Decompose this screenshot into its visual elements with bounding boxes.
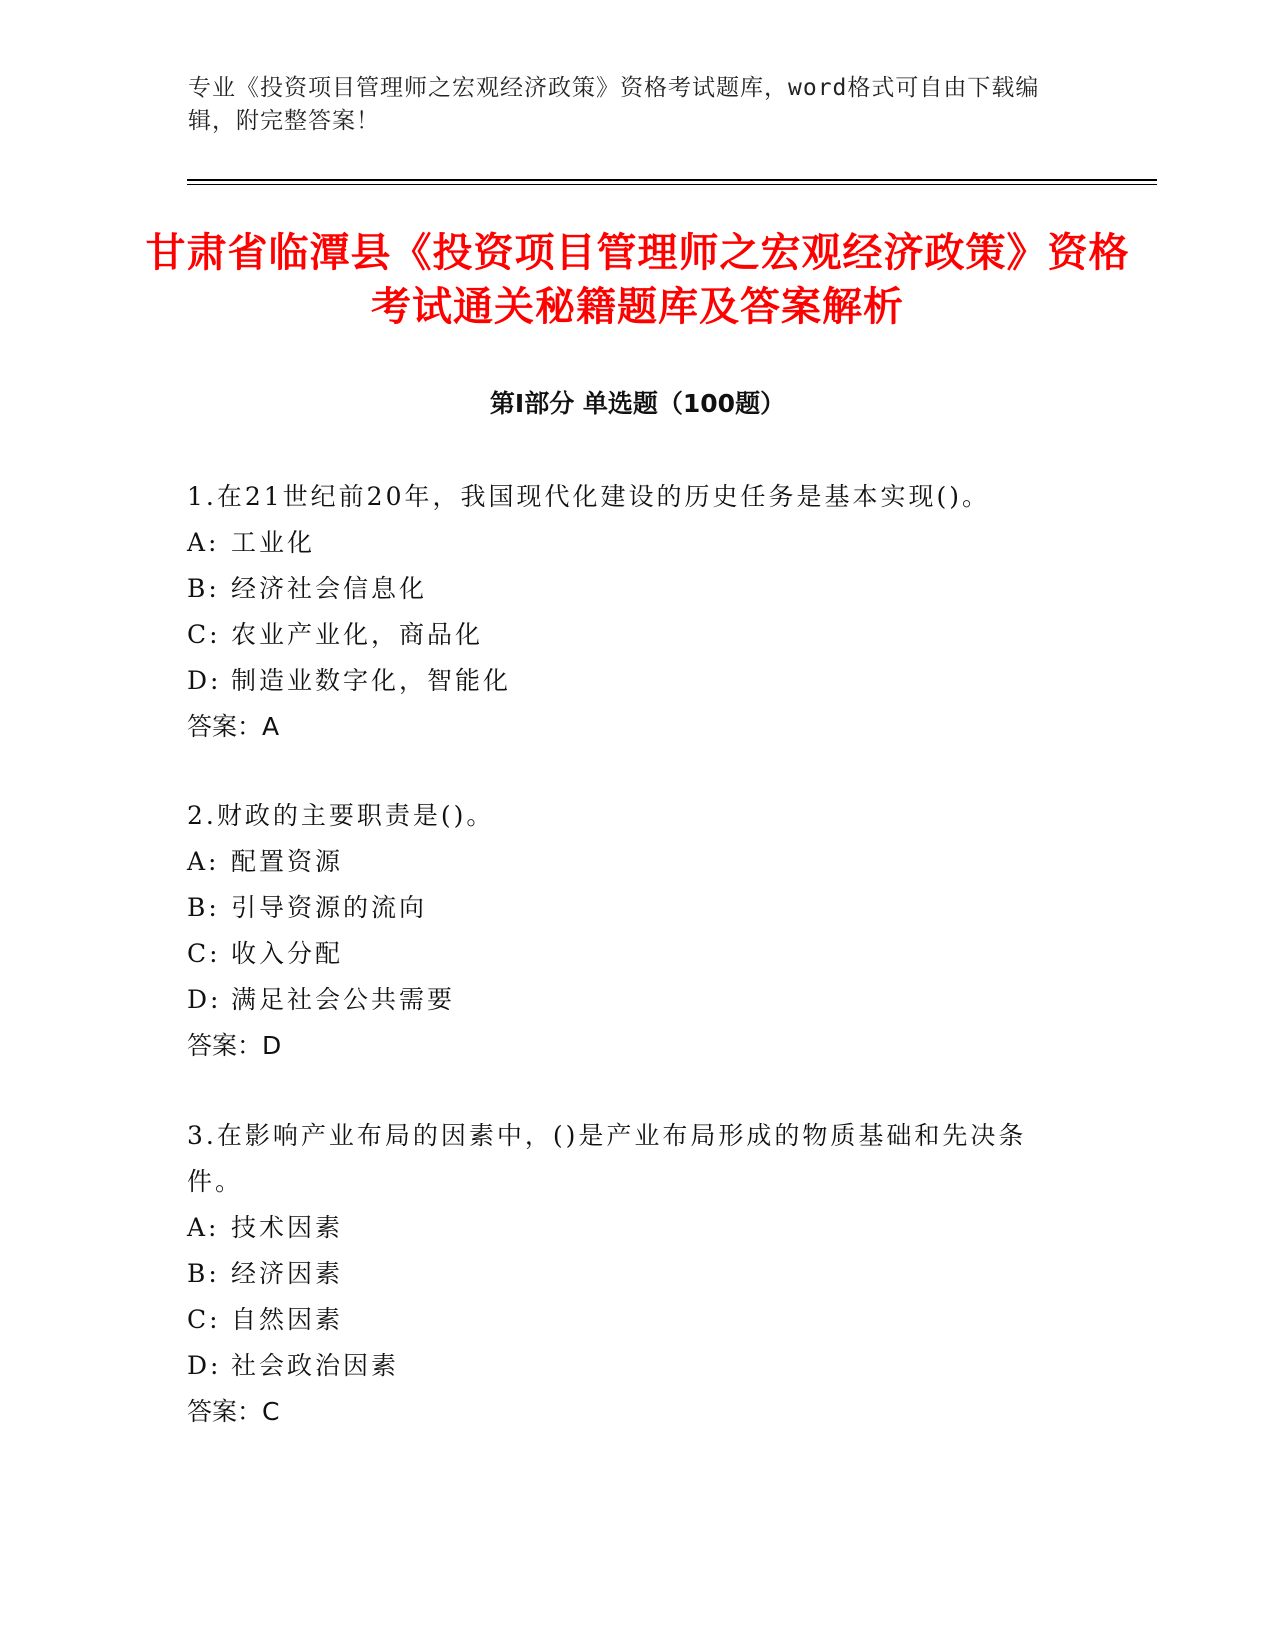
answer: 答案：A <box>187 712 280 741</box>
question-1 <box>187 474 1067 750</box>
option-text: 经济社会信息化 <box>231 574 428 603</box>
option-key: A: <box>187 1213 220 1242</box>
question-2 <box>187 793 1067 1069</box>
option-key: A: <box>187 847 220 876</box>
option-text: 满足社会公共需要 <box>231 985 456 1014</box>
option-c <box>187 931 1067 977</box>
option-b <box>187 885 1067 931</box>
question-text: 1.在21世纪前20年，我国现代化建设的历史任务是基本实现()。 <box>187 482 990 511</box>
option-key: D: <box>187 985 222 1014</box>
option-text: 制造业数字化，智能化 <box>231 666 512 695</box>
option-key: B: <box>187 1259 220 1288</box>
option-key: C: <box>187 620 221 649</box>
option-a <box>187 520 1067 566</box>
option-b <box>187 566 1067 612</box>
option-d <box>187 977 1067 1023</box>
option-text: 配置资源 <box>231 847 344 876</box>
header-divider-thin <box>187 184 1157 185</box>
option-text: 经济因素 <box>231 1259 344 1288</box>
option-c <box>187 612 1067 658</box>
option-a <box>187 1205 1067 1251</box>
option-d <box>187 658 1067 704</box>
header-note: 专业《投资项目管理师之宏观经济政策》资格考试题库，word格式可自由下载编辑，附完整答案！ <box>188 75 1040 134</box>
option-text: 收入分配 <box>231 939 344 968</box>
option-text: 农业产业化，商品化 <box>231 620 484 649</box>
question-text: 2.财政的主要职责是()。 <box>187 801 495 830</box>
option-a <box>187 839 1067 885</box>
answer: 答案：D <box>187 1031 282 1060</box>
option-key: C: <box>187 1305 221 1334</box>
option-text: 社会政治因素 <box>231 1351 400 1380</box>
question-3 <box>187 1113 1067 1435</box>
document-title: 甘肃省临潭县《投资项目管理师之宏观经济政策》资格考试通关秘籍题库及答案解析 <box>145 230 1130 330</box>
option-text: 技术因素 <box>231 1213 344 1242</box>
question-text: 3.在影响产业布局的因素中，()是产业布局形成的物质基础和先决条件。 <box>187 1121 1027 1196</box>
option-key: D: <box>187 666 222 695</box>
option-d <box>187 1343 1067 1389</box>
option-key: B: <box>187 574 220 603</box>
option-text: 自然因素 <box>231 1305 344 1334</box>
option-key: C: <box>187 939 221 968</box>
option-key: A: <box>187 528 220 557</box>
option-key: D: <box>187 1351 222 1380</box>
answer: 答案：C <box>187 1397 280 1426</box>
option-key: B: <box>187 893 220 922</box>
option-c <box>187 1297 1067 1343</box>
option-text: 引导资源的流向 <box>231 893 428 922</box>
option-b <box>187 1251 1067 1297</box>
header-divider-thick <box>187 179 1157 181</box>
section-title: 第Ⅰ部分 单选题（100题） <box>489 389 786 418</box>
option-text: 工业化 <box>231 528 316 557</box>
